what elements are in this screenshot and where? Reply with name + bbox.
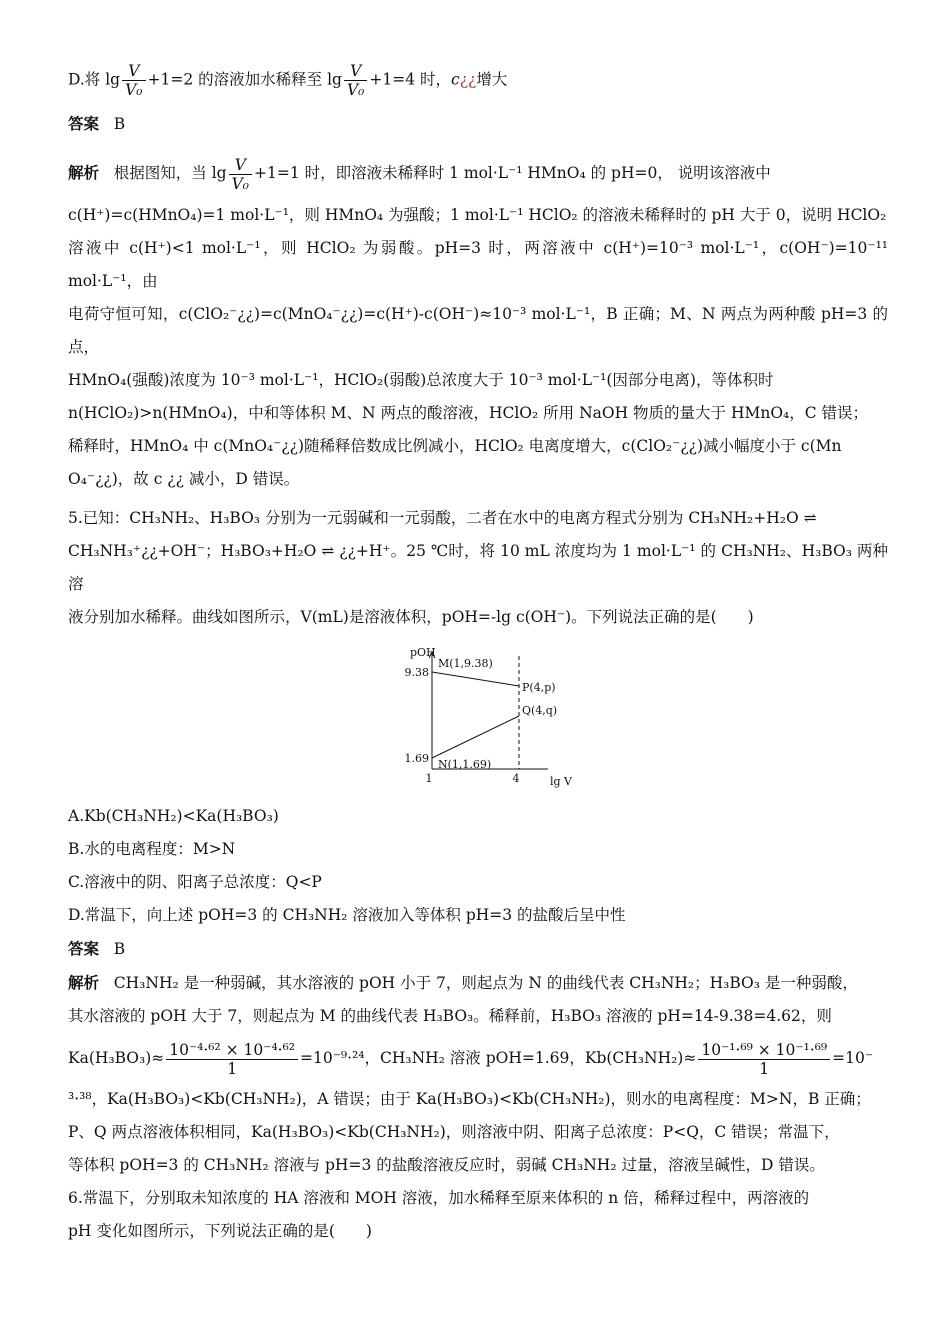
fraction-denominator: V₀ bbox=[346, 81, 365, 99]
x-axis-label: lg V bbox=[550, 775, 572, 788]
q6-line-2: pH 变化如图所示，下列说法正确的是( ) bbox=[68, 1222, 372, 1240]
answer-label: 答案 bbox=[68, 939, 100, 958]
series-line-ch3nh2 bbox=[432, 716, 519, 758]
kb-numerator: 10⁻¹·⁶⁹ × 10⁻¹·⁶⁹ bbox=[698, 1041, 830, 1060]
analysis-2-line-5: P、Q 两点溶液体积相同，Ka(H₃BO₃)<Kb(CH₃NH₂)，则溶液中阴、阳离子总浓度：P<Q，C 错误；常温下， bbox=[68, 1123, 840, 1141]
analysis-2-text-1: CH₃NH₂ 是一种弱碱，其水溶液的 pOH 小于 7，则起点为 N 的曲线代表 CH₃NH₂；H₃BO₃ 是一种弱酸， bbox=[113, 974, 858, 992]
point-label-q: Q(4,q) bbox=[522, 704, 558, 717]
fraction-numerator: V bbox=[344, 62, 367, 81]
q5-line-3: 液分别加水稀释。曲线如图所示，V(mL)是溶液体积，pOH=-lg c(OH⁻)。下列说法正确的是( ) bbox=[68, 608, 754, 626]
q5-option-b: B.水的电离程度：M>N bbox=[68, 840, 236, 858]
ka-fraction bbox=[166, 1041, 298, 1078]
fraction-numerator: V bbox=[229, 156, 252, 175]
q6-line-1: 6.常温下，分别取未知浓度的 HA 溶液和 MOH 溶液，加水稀释至原来体积的 n 倍，稀释过程中，两溶液的 bbox=[68, 1189, 810, 1207]
document-page bbox=[68, 62, 888, 1248]
question-5 bbox=[68, 502, 888, 966]
chart-svg bbox=[398, 644, 588, 794]
fraction-denominator: V₀ bbox=[231, 174, 250, 193]
y-tick-label: 9.38 bbox=[404, 666, 429, 679]
fraction-v-v0 bbox=[122, 62, 145, 99]
option-d-glyph: ¿¿ bbox=[459, 70, 477, 89]
answer-value: B bbox=[113, 940, 126, 958]
option-d-prefix: D.将 lg bbox=[68, 70, 121, 89]
answer-value: B bbox=[113, 115, 126, 133]
ka-denominator: 1 bbox=[227, 1059, 238, 1078]
prev-option-d bbox=[68, 62, 888, 99]
analysis-2 bbox=[68, 966, 888, 1182]
analysis-1-line-7: 稀释时，HMnO₄ 中 c(MnO₄⁻¿¿)随稀释倍数成比例减小，HClO₂ 电离度增大，c(ClO₂⁻¿¿)减小幅度小于 c(Mn bbox=[68, 437, 842, 455]
analysis-2-line-3 bbox=[68, 1033, 888, 1083]
kb-fraction bbox=[698, 1041, 830, 1078]
fraction-v-v0-second bbox=[344, 62, 367, 99]
q5-option-a: A.Kb(CH₃NH₂)<Ka(H₃BO₃) bbox=[68, 807, 279, 825]
option-d-c: c bbox=[451, 70, 460, 89]
answer-label: 答案 bbox=[68, 114, 100, 133]
answer-1 bbox=[68, 109, 888, 139]
ka-numerator: 10⁻⁴·⁶² × 10⁻⁴·⁶² bbox=[166, 1041, 298, 1060]
y-axis-label: pOH bbox=[410, 646, 436, 659]
q5-line-2: CH₃NH₃⁺¿¿+OH⁻；H₃BO₃+H₂O ⇌ ¿¿+H⁺。25 ℃时，将 10 mL 浓度均为 1 mol·L⁻¹ 的 CH₃NH₂、H₃BO₃ 两种溶 bbox=[68, 542, 888, 593]
x-tick-label: 1 bbox=[425, 772, 433, 785]
analysis-1-line-6: n(HClO₂)>n(HMnO₄)，中和等体积 M、N 两点的酸溶液，HClO₂ 所用 NaOH 物质的量大于 HMnO₄，C 错误； bbox=[68, 404, 869, 422]
series-line-h3bo3 bbox=[432, 672, 519, 686]
question-6 bbox=[68, 1182, 888, 1248]
fraction-denominator: V₀ bbox=[125, 81, 143, 99]
analysis-1-text-a: 根据图知，当 lg bbox=[113, 164, 227, 182]
point-label-n: N(1,1.69) bbox=[438, 758, 492, 771]
analysis-1-text-b: +1=1 时，即溶液未稀释时 1 mol·L⁻¹ HMnO₄ 的 pH=0， 说明该溶液中 bbox=[254, 164, 771, 182]
analysis-1-line-5: HMnO₄(强酸)浓度为 10⁻³ mol·L⁻¹，HClO₂(弱酸)总浓度大于 10⁻³ mol·L⁻¹(因部分电离)，等体积时 bbox=[68, 371, 774, 389]
analysis-1-line-8: O₄⁻¿¿)，故 c ¿¿ 减小，D 错误。 bbox=[68, 470, 300, 488]
ka-prefix: Ka(H₃BO₃)≈ bbox=[68, 1049, 165, 1067]
analysis-1 bbox=[68, 153, 888, 496]
poh-vs-lgv-chart bbox=[398, 644, 588, 794]
analysis-label: 解析 bbox=[68, 973, 100, 992]
point-label-m: M(1,9.38) bbox=[438, 657, 493, 670]
point-label-p: P(4,p) bbox=[522, 681, 556, 694]
option-d-mid2: +1=4 时， bbox=[369, 70, 452, 89]
analysis-2-line-1 bbox=[68, 966, 888, 1000]
q5-line-1: 5.已知：CH₃NH₂、H₃BO₃ 分别为一元弱碱和一元弱酸，二者在水中的电离方程式分别为 CH₃NH₂+H₂O ⇌ bbox=[68, 509, 817, 527]
analysis-1-line-2: c(H⁺)=c(HMnO₄)=1 mol·L⁻¹，则 HMnO₄ 为强酸；1 mol·L⁻¹ HClO₂ 的溶液未稀释时的 pH 大于 0，说明 HClO₂ bbox=[68, 206, 887, 224]
analysis-2-line-4: ³·³⁸，Ka(H₃BO₃)<Kb(CH₃NH₂)，A 错误；由于 Ka(H₃BO₃)<Kb(CH₃NH₂)，则水的电离程度：M>N，B 正确； bbox=[68, 1090, 871, 1108]
analysis-2-line-2: 其水溶液的 pOH 大于 7，则起点为 M 的曲线代表 H₃BO₃。稀释前，H₃BO₃ 溶液的 pH=14-9.38=4.62，则 bbox=[68, 1007, 832, 1025]
q5-option-d: D.常温下，向上述 pOH=3 的 CH₃NH₂ 溶液加入等体积 pH=3 的盐酸后呈中性 bbox=[68, 906, 626, 924]
analysis-1-line-3: 溶液中 c(H⁺)<1 mol·L⁻¹，则 HClO₂ 为弱酸。pH=3 时，两溶液中 c(H⁺)=10⁻³ mol·L⁻¹，c(OH⁻)=10⁻¹¹ mol·L⁻¹，由 bbox=[68, 239, 888, 290]
analysis-2-line-6: 等体积 pOH=3 的 CH₃NH₂ 溶液与 pH=3 的盐酸溶液反应时，弱碱 CH₃NH₂ 过量，溶液呈碱性，D 错误。 bbox=[68, 1156, 825, 1174]
analysis-1-line-4: 电荷守恒可知，c(ClO₂⁻¿¿)=c(MnO₄⁻¿¿)=c(H⁺)-c(OH⁻)≈10⁻³ mol·L⁻¹，B 正确；M、N 两点为两种酸 pH=3 的点， bbox=[68, 305, 888, 356]
y-tick-label: 1.69 bbox=[404, 752, 429, 765]
fraction-v-v0-analysis bbox=[229, 156, 252, 193]
analysis-1-line-1 bbox=[68, 153, 888, 193]
x-tick-label: 4 bbox=[512, 772, 520, 785]
fraction-numerator: V bbox=[122, 62, 145, 81]
option-d-mid1: +1=2 的溶液加水稀释至 lg bbox=[147, 70, 342, 89]
kb-suffix: =10⁻ bbox=[832, 1049, 874, 1067]
option-d-end: 增大 bbox=[476, 70, 508, 89]
ka-suffix: =10⁻⁹·²⁴，CH₃NH₂ 溶液 pOH=1.69，Kb(CH₃NH₂)≈ bbox=[300, 1049, 697, 1067]
answer-2 bbox=[68, 932, 888, 966]
q5-option-c: C.溶液中的阴、阳离子总浓度：Q<P bbox=[68, 873, 322, 891]
analysis-label: 解析 bbox=[68, 163, 100, 182]
kb-denominator: 1 bbox=[759, 1059, 770, 1078]
